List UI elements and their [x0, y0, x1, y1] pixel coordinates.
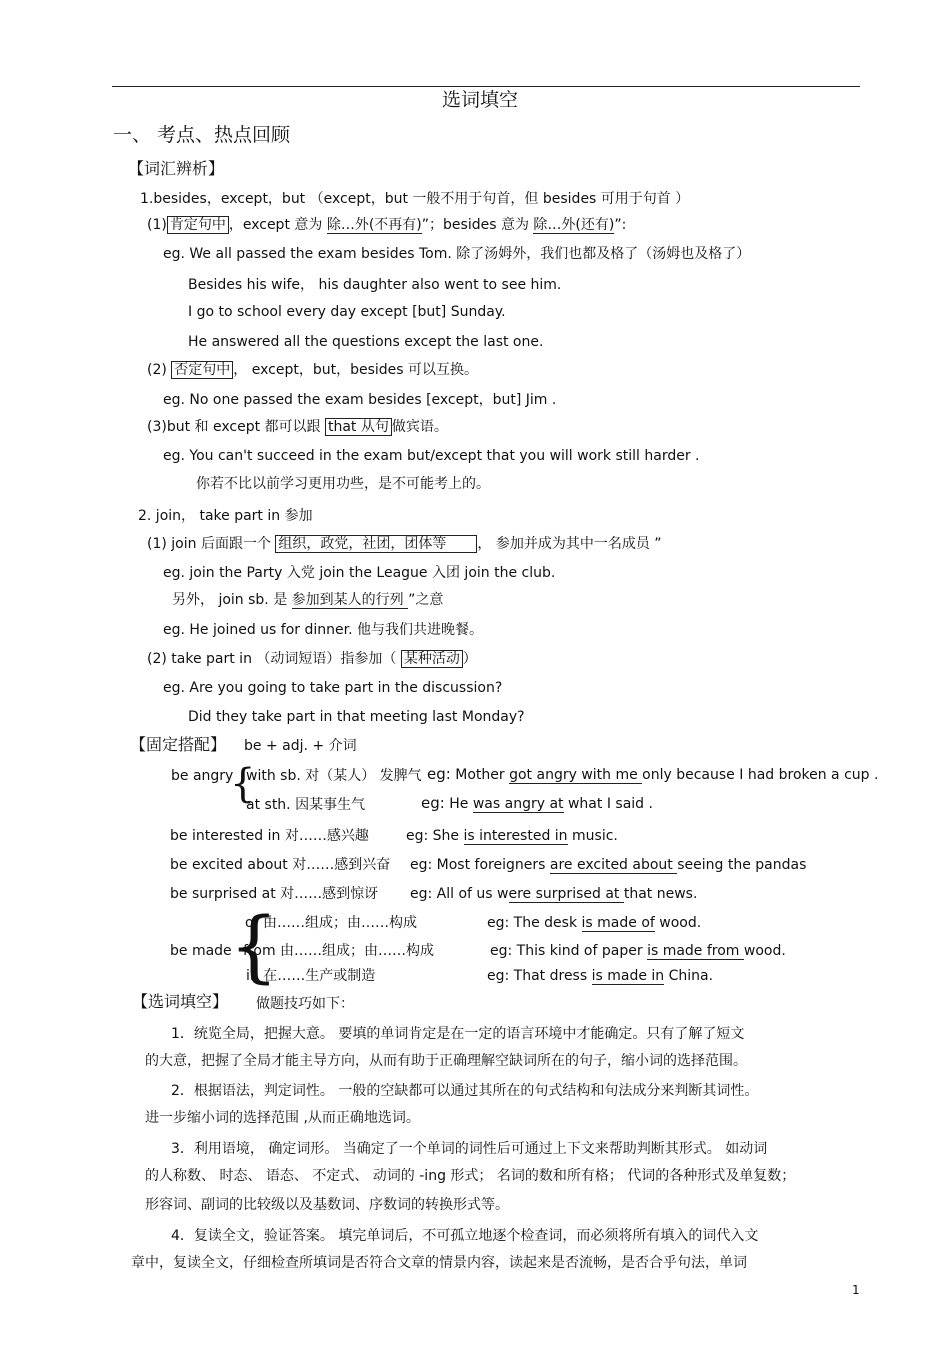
surprised-eg-u: ere surprised at: [508, 886, 624, 902]
j2-pre: (2) take part in （动词短语）指参加（: [147, 651, 401, 667]
made-r3-eg-a: eg: That dress: [487, 968, 592, 984]
made-brace: {: [229, 902, 279, 992]
p1-line: [147, 216, 626, 234]
page-title: 选词填空: [442, 89, 519, 111]
excited-eg-a: eg: Most foreigners: [410, 857, 550, 873]
tip-line: 形容词、副词的比较级以及基数词、序数词的转换形式等。: [145, 1197, 509, 1213]
p1-mid2: ”；besides 意为: [421, 217, 534, 233]
made-r1-eg: [487, 914, 701, 932]
j1b-line: [172, 591, 443, 609]
angry-r1-eg-u: got angry with me: [509, 767, 643, 783]
angry-r1-eg-pre: eg:: [427, 765, 451, 783]
angry-r1-eg-b: only because I had broken a cup .: [642, 767, 879, 783]
eg4: eg. join the Party 入党 join the League 入团 join the club.: [163, 565, 556, 581]
tip-line: 1．统览全局，把握大意。 要填的单词肯定是在一定的语言环境中才能确定。只有了解了短文: [171, 1026, 745, 1042]
made-r2-eg-u: is made from: [647, 943, 744, 959]
interested-eg: [406, 827, 618, 845]
j2-post: ）: [462, 651, 477, 667]
j1-box: 组织，政党，社团，团体等: [275, 535, 477, 553]
tip-line: 4．复读全文，验证答案。 填完单词后，不可孤立地逐个检查词，而必须将所有填入的词代入文: [171, 1228, 759, 1244]
j1b-pre: 另外， join sb. 是: [172, 592, 292, 608]
made-r1: of 由……组成；由……构成: [245, 915, 417, 931]
j1-pre: (1) join 后面跟一个: [147, 536, 276, 552]
angry-r2: at sth. 因某事生气: [246, 797, 366, 813]
tip-line: 的人称数、 时态、 语态、 不定式、 动词的 -ing 形式； 名词的数和所有格； 代词的各种形式及单复数；: [145, 1168, 796, 1184]
surprised-label: be surprised at 对……感到惊讶: [170, 886, 379, 902]
angry-r2-eg: [421, 794, 653, 813]
made-r1-eg-u: is made of: [581, 915, 655, 931]
p3-pre: (3)but 和 except 都可以跟: [147, 419, 325, 435]
item2-heading: 2. join， take part in 参加: [138, 508, 313, 524]
eg1c: I go to school every day except [but] Sunday.: [188, 304, 506, 320]
made-label: be made: [170, 943, 232, 959]
made-r2-eg: [490, 942, 786, 960]
p2-post: ， except，but，besides 可以互换。: [233, 362, 479, 378]
j2-box: 某种活动: [401, 650, 463, 668]
j1b-post: ”之意: [408, 592, 444, 608]
made-r3-eg-b: China.: [664, 968, 714, 984]
vocab-header: 【词汇辨析】: [128, 159, 225, 178]
p1-post: ”:: [614, 217, 627, 233]
angry-brace: {: [230, 761, 256, 807]
p3-post: 做宾语。: [391, 419, 448, 435]
p3-line: [147, 418, 448, 436]
eg5: eg. He joined us for dinner. 他与我们共进晚餐。: [163, 622, 483, 638]
p1-mid: ，except 意为: [228, 217, 327, 233]
surprised-eg: [410, 885, 697, 903]
j1b-u: 参加到某人的行列: [291, 592, 409, 608]
angry-r2-eg-u: was angry at: [472, 796, 564, 812]
made-r3-eg-u: is made in: [591, 968, 665, 984]
angry-r2-eg-b: what I said .: [563, 796, 653, 812]
fill-intro: 做题技巧如下：: [256, 996, 354, 1012]
made-r1-eg-a: eg: The desk: [487, 915, 582, 931]
interested-eg-u: is interested in: [463, 828, 568, 844]
angry-r1-eg-a: Mother: [450, 767, 510, 783]
surprised-eg-b: that news.: [623, 886, 698, 902]
eg1: eg. We all passed the exam besides Tom. 除了汤姆外，我们也都及格了（汤姆也及格了）: [163, 246, 751, 262]
angry-label: be angry: [171, 768, 234, 784]
interested-eg-b: music.: [567, 828, 618, 844]
eg6: eg. Are you going to take part in the discussion?: [163, 680, 503, 696]
made-r1-eg-b: wood.: [654, 915, 702, 931]
p2-pre: (2): [147, 362, 172, 378]
tip-line: 进一步缩小词的选择范围 ,从而正确地选词。: [145, 1110, 420, 1126]
made-r2: from 由……组成；由……构成: [243, 943, 435, 959]
tip-line: 的大意，把握了全局才能主导方向，从而有助于正确理解空缺词所在的句子，缩小词的选择范围。: [145, 1053, 747, 1069]
excited-eg-b: seeing the pandas: [677, 857, 807, 873]
made-r2-eg-b: wood.: [743, 943, 786, 959]
angry-r2-eg-a: He: [444, 796, 473, 812]
fixed-header: 【固定搭配】: [130, 735, 227, 754]
fill-header: 【选词填空】: [132, 992, 229, 1011]
excited-label: be excited about 对……感到兴奋: [170, 857, 391, 873]
p1-u1: 除…外(不再有): [326, 217, 422, 233]
made-r2-eg-a: eg: This kind of paper: [490, 943, 648, 959]
j1-post: ， 参加并成为其中一名成员 ”: [477, 536, 662, 552]
top-rule: [112, 86, 860, 87]
eg3b: 你若不比以前学习更用功些，是不可能考上的。: [196, 476, 490, 492]
eg1d: He answered all the questions except the last one.: [188, 334, 544, 350]
eg3: eg. You can't succeed in the exam but/except that you will work still harder .: [163, 448, 700, 464]
p3-box: that 从句: [325, 418, 392, 436]
tip-line: 章中，复读全文，仔细检查所填词是否符合文章的情景内容，读起来是否流畅，是否合乎句法，单词: [131, 1255, 747, 1271]
p2-line: [147, 361, 478, 379]
page-number: 1: [852, 1283, 860, 1297]
eg6b: Did they take part in that meeting last Monday?: [188, 709, 525, 725]
excited-eg-u: are excited about: [549, 857, 678, 873]
p1-u2: 除…外(还有): [533, 217, 615, 233]
interested-eg-a: eg: She: [406, 828, 464, 844]
interested-label: be interested in 对……感兴趣: [170, 828, 369, 844]
angry-r2-eg-pre: eg:: [421, 794, 445, 812]
section-heading: 一、 考点、热点回顾: [113, 124, 291, 146]
p1-pre: (1): [147, 217, 167, 233]
tip-line: 2．根据语法，判定词性。 一般的空缺都可以通过其所在的句式结构和句法成分来判断其词性。: [171, 1083, 759, 1099]
surprised-eg-a: eg: All of us w: [410, 886, 509, 902]
fixed-formula: be + adj. + 介词: [244, 738, 357, 754]
item1-heading: 1.besides，except，but （except，but 一般不用于句首，但 besides 可用于句首 ）: [140, 191, 690, 207]
j1-line: [147, 535, 662, 553]
eg2: eg. No one passed the exam besides [except，but] Jim .: [163, 392, 557, 408]
tip-line: 3．利用语境， 确定词形。 当确定了一个单词的词性后可通过上下文来帮助判断其形式。 如动词: [171, 1141, 768, 1157]
angry-r1: with sb. 对（某人） 发脾气: [246, 768, 422, 784]
p1-box: 肯定句中: [167, 216, 229, 234]
eg1b: Besides his wife， his daughter also went to see him.: [188, 277, 562, 293]
excited-eg: [410, 856, 806, 874]
p2-box: 否定句中: [171, 361, 233, 379]
angry-r1-eg: [427, 765, 878, 784]
j2-line: [147, 650, 477, 668]
made-r3-eg: [487, 967, 713, 985]
made-r3: in 在……生产或制造: [246, 968, 376, 984]
